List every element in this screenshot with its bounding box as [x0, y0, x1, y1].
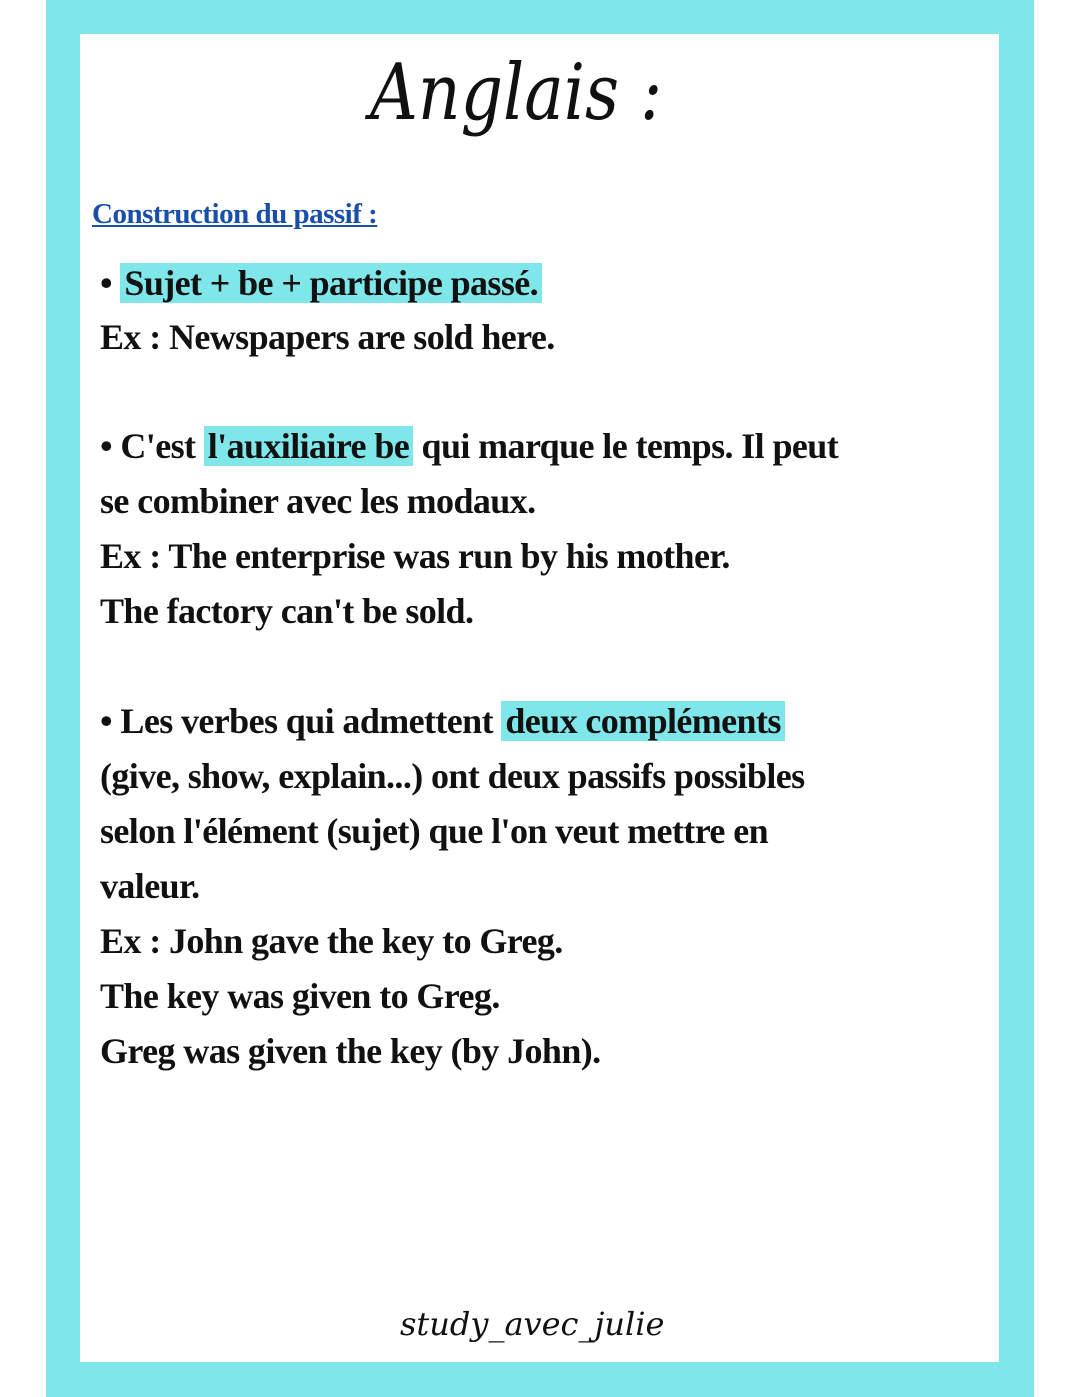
bullet: •	[100, 263, 121, 303]
text-line: selon l'élément (sujet) que l'on veut mettre en	[100, 811, 768, 851]
page-title: Anglais :	[370, 48, 663, 138]
page	[80, 34, 999, 1362]
text-line: (give, show, explain...) ont deux passifs possibles	[100, 756, 805, 796]
text-line: valeur.	[100, 866, 200, 906]
section-heading: Construction du passif :	[92, 198, 378, 230]
rule-line	[100, 425, 838, 467]
example-line: Ex : John gave the key to Greg.	[100, 921, 563, 961]
footer-signature: study_avec_julie	[400, 1305, 665, 1343]
bullet-text: • Les verbes qui admettent	[100, 701, 502, 741]
example-line: Ex : Newspapers are sold here.	[100, 317, 555, 357]
example-line: Ex : The enterprise was run by his mother.	[100, 536, 730, 576]
example-line: Greg was given the key (by John).	[100, 1031, 601, 1071]
bullet-text: • C'est	[100, 426, 204, 466]
example-line: The factory can't be sold.	[100, 591, 474, 631]
text: qui marque le temps. Il peut	[413, 426, 839, 466]
highlight: Sujet + be + participe passé.	[120, 263, 542, 303]
example-line: The key was given to Greg.	[100, 976, 500, 1016]
highlight: deux compléments	[501, 701, 784, 741]
highlight: l'auxiliaire be	[204, 426, 413, 466]
rule-line	[100, 262, 542, 304]
text-line: se combiner avec les modaux.	[100, 481, 536, 521]
rule-line	[100, 700, 785, 742]
